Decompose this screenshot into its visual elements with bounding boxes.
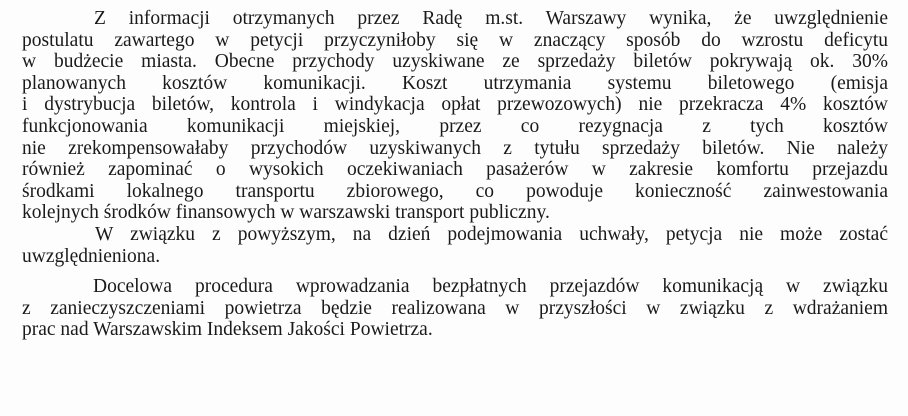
paragraph-spacer	[22, 267, 888, 276]
text-line: Z informacji otrzymanych przez Radę m.st. Warszawy wynika, że uwzględnienie	[94, 8, 888, 29]
paragraph-petition-deficit	[22, 8, 888, 224]
text-line: planowanych kosztów komunikacji. Koszt utrzymania systemu biletowego (emisja	[22, 72, 888, 94]
text-line: i dystrybucja biletów, kontrola i windykacja opłat przewozowych) nie przekracza 4% kosztów	[22, 94, 888, 116]
text-line: Docelowa procedura wprowadzania bezpłatnych przejazdów komunikacją w związku	[93, 276, 888, 298]
paragraph-conclusion	[22, 224, 888, 267]
paragraph-air-quality	[22, 276, 888, 341]
text-line: funkcjonowania komunikacji miejskiej, przez co rezygnacja z tych kosztów	[22, 115, 888, 137]
text-line: nie zrekompensowałaby przychodów uzyskiwanych z tytułu sprzedaży biletów. Nie należy	[22, 137, 888, 159]
text-line: z zanieczyszczeniami powietrza będzie realizowana w przyszłości w związku z wdrażaniem	[22, 297, 888, 319]
text-line: kolejnych środków finansowych w warszawski transport publiczny.	[22, 202, 550, 224]
text-line: prac nad Warszawskim Indeksem Jakości Powietrza.	[22, 319, 433, 341]
text-line: środkami lokalnego transportu zbiorowego, co powoduje konieczność zainwestowania	[22, 180, 888, 202]
text-line: postulatu zawartego w petycji przyczyniłoby się w znaczący sposób do wzrostu deficytu	[22, 29, 888, 51]
text-line: W związku z powyższym, na dzień podejmowania uchwały, petycja nie może zostać	[95, 223, 888, 245]
document-text	[22, 8, 888, 341]
text-line: również zapominać o wysokich oczekiwaniach pasażerów w zakresie komfortu przejazdu	[22, 159, 888, 181]
text-line: uwzględnieniona.	[22, 245, 161, 267]
text-line: w budżecie miasta. Obecne przychody uzyskiwane ze sprzedaży biletów pokrywają ok. 30%	[22, 51, 888, 73]
